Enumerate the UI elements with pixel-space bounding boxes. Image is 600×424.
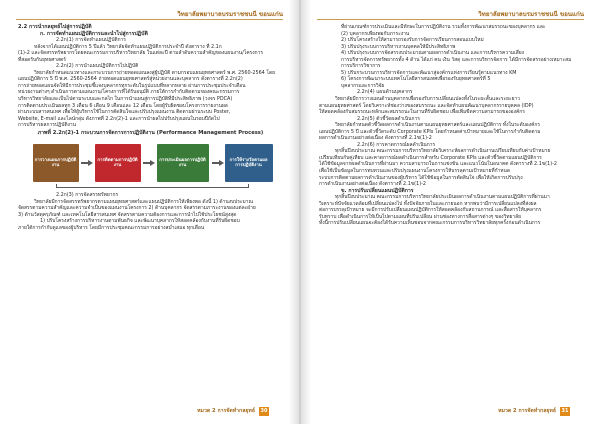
right-page-body	[319, 24, 584, 227]
text-line: เปรียบเทียบกับคู่เทียบ และคาดการณ์ผลดำเนินการสำหรับ Corporate KPIs และตัวชี้วัดตามแผนปฏิบัติการ	[319, 154, 542, 161]
process-step-evaluation: การประเมินผลการปฏิบัติงาน	[157, 144, 209, 182]
right-page-number: 31	[561, 407, 569, 414]
text-line: วิทยาลัยมีการวางแผนด้านบุคลากรเพื่อรองรับการเปลี่ยนแปลงทั้งในระยะสั้นและระยะยาว	[335, 96, 520, 103]
arrow-right-icon	[143, 160, 155, 166]
text-line: หลังจากได้แผนปฏิบัติการ 5 ปีแล้ว วิทยาลัยจัดทำแผนปฏิบัติการประจำปี ดังตาราง ที่ 2.1ก	[34, 43, 222, 50]
right-header-rule	[317, 19, 584, 20]
text-line: ทั้งนี้การปรับเปลี่ยนแผนจะต้องได้รับความเห็นชอบจากคณะกรรมการบริหารวิทยาลัยทุกครั้งก่อนดำเนินการ	[319, 220, 541, 227]
text-line: 6) โครงการพัฒนาระบบเทคโนโลยีสารสนเทศเพื่อรองรับยุทธศาสตร์ที่ 5	[341, 76, 491, 83]
text-line: (2) บุคลากรเพียงพอกับภาระงาน	[341, 30, 410, 37]
text-line: บุคลากรและการวิจัย	[341, 82, 385, 89]
text-line: จัดสรรตามความสำคัญและความจำเป็นของแผนงานโครงการ 2) ด้านบุคลากร จัดสรรตามภาระงานของแต่ละฝ่าย	[18, 205, 256, 212]
right-footer-label: หมวด 2 การจัดทำกลยุทธ์	[498, 408, 556, 414]
text-line: ได้ใช้ข้อมูลจากผลดำเนินการที่ผ่านมา ความสามารถในการแข่งขัน และแนวโน้มในอนาคต ดังตารางที่ 2.1ข(1)-2	[319, 161, 557, 168]
left-header-rule	[16, 19, 283, 20]
feedback-loop-line	[56, 184, 249, 188]
text-line: การบริหารจัดการทรัพยากรทั้ง 4 ด้าน ได้แก่ คน เงิน วัสดุ และการบริหารจัดการ ได้มีการจัดสรรอย่างเหมาะสม	[341, 56, 572, 63]
text-line: Website, E-mail และไลน์กลุ่ม ดังภาพที่ 2.2ก(2)-1 และการนำผลไปปรับปรุงแผนในรอบปีถัดไป	[18, 115, 220, 122]
text-line: 3) ปรับปรุงระบบการบริหารงานบุคคลให้มีประสิทธิภาพ	[341, 43, 456, 50]
text-line: แผนปฏิบัติการ 5 ปี พ.ศ. 2560-2564 ถ่ายทอดแผนยุทธศาสตร์สู่หน่วยงานและบุคลากร ดังตารางที่ 2.2ก(2)	[18, 76, 243, 83]
process-step-planning: การวางแผนการปฏิบัติงาน	[33, 144, 79, 182]
text-line: ผ่านระบบสารสนเทศ เพื่อให้ผู้บริหารใช้ในการตัดสินใจและปรับปรุงแผนงาน ติดตามผ่านระบบ Poster,	[18, 109, 231, 116]
arrow-right-icon	[81, 160, 93, 166]
text-line: ที่สอดรับกับยุทธศาสตร์	[18, 56, 66, 63]
process-step-reward: การให้รางวัลตามผลการปฏิบัติงาน	[225, 144, 273, 182]
text-line: หน่วยงานต่างๆ ดำเนินการตามแผนงาน/โครงการที่ได้รับอนุมัติ ภายใต้การกำกับติดตามของคณะกรรมการ	[18, 89, 240, 96]
text-line: ตามแผนยุทธศาสตร์ โดยวิเคราะห์ช่องว่างของสมรรถนะ และจัดทำแผนพัฒนาบุคลากรรายบุคคล (IDP)	[319, 102, 534, 109]
arrow-right-icon	[212, 160, 224, 166]
text-line: ที่ผ่านเกณฑ์การประเมินและมีทักษะในการปฏิบัติงาน รวมทั้งการพัฒนาสมรรถนะของบุคลากร และ	[341, 24, 546, 30]
left-page-footer	[197, 406, 269, 416]
text-line: การบริหารผลการปฏิบัติงาน	[18, 122, 77, 129]
performance-process-diagram	[33, 138, 273, 188]
left-header-title: วิทยาลัยพยาบาลบรมราชชนนี ขอนแก่น	[177, 11, 283, 18]
text-line: รับทราบ เพื่อดำเนินการให้เป็นไปตามแผนที่ปรับเปลี่ยน ผ่านช่องทางการสื่อสารต่างๆ ของวิทยาลัย	[319, 213, 522, 220]
left-page-header	[16, 9, 283, 19]
text-line: วิทยาลัยกำหนดแนวทางและกระบวนการถ่ายทอดแผนลงสู่ผู้ปฏิบัติ ตามกรอบแผนยุทธศาสตร์ พ.ศ. 2560-2564 โดย	[34, 69, 276, 76]
text-line: การบริการวิชาการ	[341, 63, 381, 70]
text-line: แผนปฏิบัติการ 5 ปี และตัวชี้วัดระดับ Corporate KPIs โดยกำหนดค่าเป้าหมายและใช้ในการกำกับติดตาม	[319, 128, 541, 135]
left-page-number: 30	[260, 407, 268, 414]
text-line: 1) ปรับโครงสร้างการบริหารงานตามพันธกิจ และพัฒนาบุคลากรให้สอดคล้องกับงานที่รับผิดชอบ	[40, 218, 240, 225]
text-line: 2.2 การนำกลยุทธ์ไปสู่การปฏิบัติ	[18, 24, 92, 30]
text-line: 2.2ก(6) การคาดการณ์ผลดำเนินการ	[357, 141, 436, 148]
text-line: 2.2ก(2) การนำแผนปฏิบัติการไปปฏิบัติ	[56, 63, 139, 70]
right-page-footer	[498, 406, 570, 416]
text-line: 2.2ก(5) ตัวชี้วัดผลดำเนินการ	[357, 115, 420, 122]
right-page	[301, 0, 600, 424]
text-line: ทุกสิ้นปีงบประมาณ คณะกรรมการบริหารวิทยาลัยประเมินผลการดำเนินงานตามแผนปฏิบัติการที่ผ่านมา	[335, 194, 550, 201]
text-line: 2.2ก(3) การจัดสรรทรัพยากร	[56, 192, 119, 199]
text-line: วิทยาลัยกำหนดตัวชี้วัดผลการดำเนินงานตามแผนยุทธศาสตร์และแผนปฏิบัติการ ทั้งในระดับองค์กร	[335, 122, 540, 129]
right-header-title: วิทยาลัยพยาบาลบรมราชชนนี ขอนแก่น	[478, 11, 584, 18]
text-line: ระบบการติดตามผลการดำเนินงานของผู้บริหาร ได้ใช้ข้อมูลในการตัดสินใจ เพื่อให้เกิดการปรับปรุง	[319, 174, 523, 181]
text-line: ผลการดำเนินงานอย่างต่อเนื่อง ดังตารางที่ 2.1ข(1)-2	[319, 135, 432, 142]
process-step-monitoring: การติดตามการปฏิบัติงาน	[95, 144, 141, 182]
text-line: 4) ปรับปรุงระบบการจัดสรรงบประมาณตามผลการดำเนินงาน และการบริหารความเสี่ยง	[341, 50, 524, 57]
text-line: 3) ด้านวัสดุครุภัณฑ์ และเทคโนโลยีสารสนเทศ จัดสรรตามความต้องการและการนำไปใช้ประโยชน์สูงสุด	[18, 211, 237, 218]
left-text-block-after	[18, 192, 283, 231]
text-line: ให้สอดคล้องกับสมรรถนะหลักและสมรรถนะในงานที่รับผิดชอบ เพื่อเพิ่มขีดความสามารถขององค์กร	[319, 109, 525, 116]
text-line: 2) ปรับโครงสร้างให้สามารถรองรับการจัดการเรียนการสอนแบบใหม่	[341, 37, 484, 44]
left-page-body	[18, 24, 283, 232]
text-line: วิทยาลัยมีการจัดสรรทรัพยากรตามแผนยุทธศาสตร์และแผนปฏิบัติการให้เพียงพอ ดังนี้ 1) ด้านงบประมาณ	[34, 198, 254, 205]
left-page	[0, 0, 299, 424]
right-text-block	[319, 24, 584, 227]
text-line: วิเคราะห์ปัจจัยแวดล้อมที่เปลี่ยนแปลงไป ทั้งปัจจัยภายในและภายนอก หากพบว่ามีการเปลี่ยนแปลงที่ส่งผล	[319, 200, 537, 207]
text-line: 2.2ก(4) แผนด้านบุคลากร	[357, 89, 413, 96]
text-line: ภายใต้การกำกับดูแลของผู้บริหาร โดยมีการประชุมคณะกรรมการอย่างสม่ำเสมอ ทุกเดือน	[18, 225, 205, 232]
text-line: บริหารวิทยาลัยและเป็นไปตามระบบและกลไก ในการนำแผนสู่การปฏิบัติที่มีประสิทธิภาพ (วงจร PDCA)	[18, 96, 233, 103]
right-page-header	[317, 9, 584, 19]
left-footer-label: หมวด 2 การจัดทำกลยุทธ์	[197, 408, 255, 414]
text-line: ก. การจัดทำแผนปฏิบัติการและนำไปสู่การปฏิบัติ	[40, 30, 148, 37]
text-line: ทุกสิ้นปีงบประมาณ คณะกรรมการบริหารวิทยาลัยวิเคราะห์ผลการดำเนินงานเปรียบเทียบกับค่าเป้าหมาย	[335, 148, 551, 155]
text-line: ต่อการบรรลุเป้าหมาย จะมีการปรับเปลี่ยนแผนปฏิบัติการให้สอดคล้องกับสถานการณ์ และสื่อสารให้บุคลากร	[319, 207, 542, 214]
figure-caption: ภาพที่ 2.2ก(2)-1 กระบวนการจัดการการปฏิบัติงาน (Performance Management Process)	[37, 129, 264, 136]
text-line: การติดตามประเมินผลทุก 3 เดือน 6 เดือน 9 เดือนและ 12 เดือน โดยผู้รับผิดชอบโครงการรายงานผล	[18, 102, 228, 109]
text-line: 5) ปรับกระบวนการบริหารจัดการและพัฒนาสู่องค์กรแห่งการเรียนรู้ตามแนวทาง KM	[341, 69, 517, 76]
text-line: 2.2ก(1) การจัดทำแผนปฏิบัติการ	[56, 37, 126, 44]
text-line: การถ่ายทอดแผนจัดให้มีการประชุมชี้แจงบุคลากรทุกระดับในรูปแบบที่หลากหลาย ผ่านการประชุมประจำเดือน	[18, 82, 246, 89]
left-text-block	[18, 24, 283, 129]
text-line: การดำเนินงานอย่างต่อเนื่อง ดังตารางที่ 2.1ข(1)-2	[319, 181, 426, 188]
text-line: (1)-2 และจัดสรรทรัพยากรโดยคณะกรรมการบริหารวิทยาลัย ในแต่ละปี ตามลำดับความสำคัญของแผนงาน/โครงการ	[18, 50, 263, 57]
text-line: ข. การปรับเปลี่ยนแผนปฏิบัติการ	[341, 187, 414, 194]
text-line: เพื่อใช้เป็นข้อมูลในการทบทวนและปรับปรุงแผนงานโครงการให้บรรลุตามเป้าหมายที่กำหนด	[319, 168, 511, 175]
